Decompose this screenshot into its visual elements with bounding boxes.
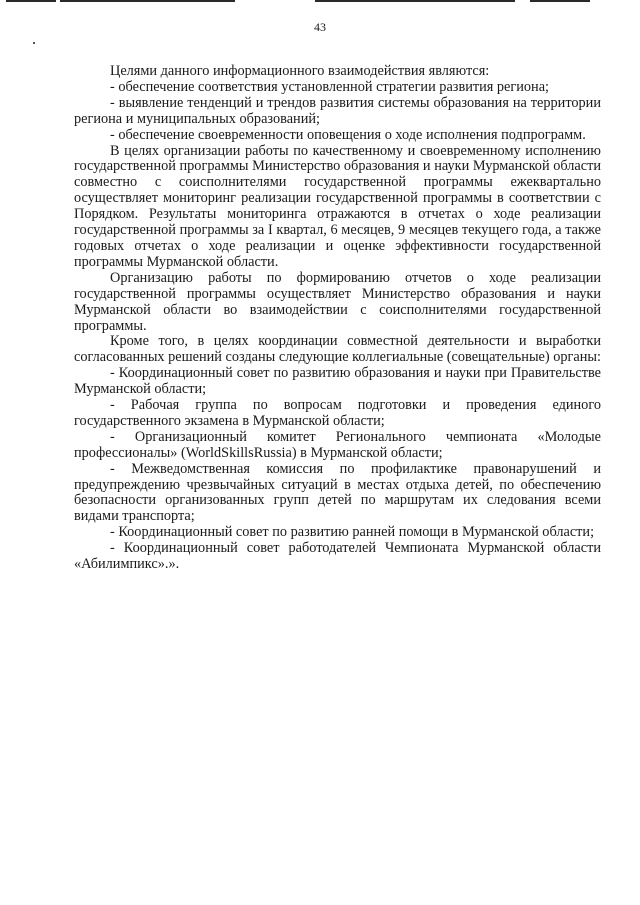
list-item: - Координационный совет по развитию образования и науки при Правительстве Мурманской области; — [74, 365, 601, 398]
page-number: 43 — [314, 20, 326, 34]
paragraph-intro: Целями данного информационного взаимодействия являются: — [110, 63, 490, 79]
paragraph-monitoring: В целях организации работы по качественному и своевременному исполнению государственной программы Министерство образования и науки Мурманской области совместно с соисполнителями государственной программы ежеквартально осуществляет мониторинг реализации государственной программы в соответствии с Порядком. Результаты мониторинга отражаются в отчетах о ходе реализации государственной программы за I квартал, 6 месяцев, 9 месяцев текущего года, а также годовых отчетах о ходе реализации и оценке эффективности государственной программы Мурманской области. — [74, 142, 601, 270]
list-item: - обеспечение своевременности оповещения о ходе исполнения подпрограмм. — [110, 126, 586, 143]
list-item: - Координационный совет по развитию ранней помощи в Мурманской области; — [110, 524, 595, 541]
scan-edge-mark — [60, 0, 235, 2]
list-item: - обеспечение соответствия установленной стратегии развития региона; — [110, 78, 550, 95]
body-text — [74, 64, 601, 573]
paragraph-reports: Организацию работы по формированию отчетов о ходе реализации государственной программы осуществляет Министерство образования и науки Мурманской области во взаимодействии с соисполнителями государственной программы. — [74, 269, 601, 334]
list-item: - Координационный совет работодателей Чемпионата Мурманской области «Абилимпикс».». — [74, 540, 601, 573]
scan-speck — [33, 42, 35, 44]
scan-edge-mark — [315, 0, 515, 2]
scan-edge-mark — [530, 0, 590, 2]
list-item: - выявление тенденций и трендов развития системы образования на территории региона и муниципальных образований; — [74, 94, 601, 127]
paragraph-coordination: Кроме того, в целях координации совместной деятельности и выработки согласованных решений созданы следующие коллегиальные (совещательные) органы: — [74, 333, 601, 366]
list-item: - Организационный комитет Регионального чемпионата «Молодые профессионалы» (WorldSkillsRussia) в Мурманской области; — [74, 428, 601, 461]
list-item: - Межведомственная комиссия по профилактике правонарушений и предупреждению чрезвычайных ситуаций в местах отдыха детей, по обеспечению безопасности организованных групп детей по маршрутам их следования всеми видами транспорта; — [74, 460, 601, 525]
list-item: - Рабочая группа по вопросам подготовки и проведения единого государственного экзамена в Мурманской области; — [74, 397, 601, 429]
scan-edge-mark — [6, 0, 56, 2]
